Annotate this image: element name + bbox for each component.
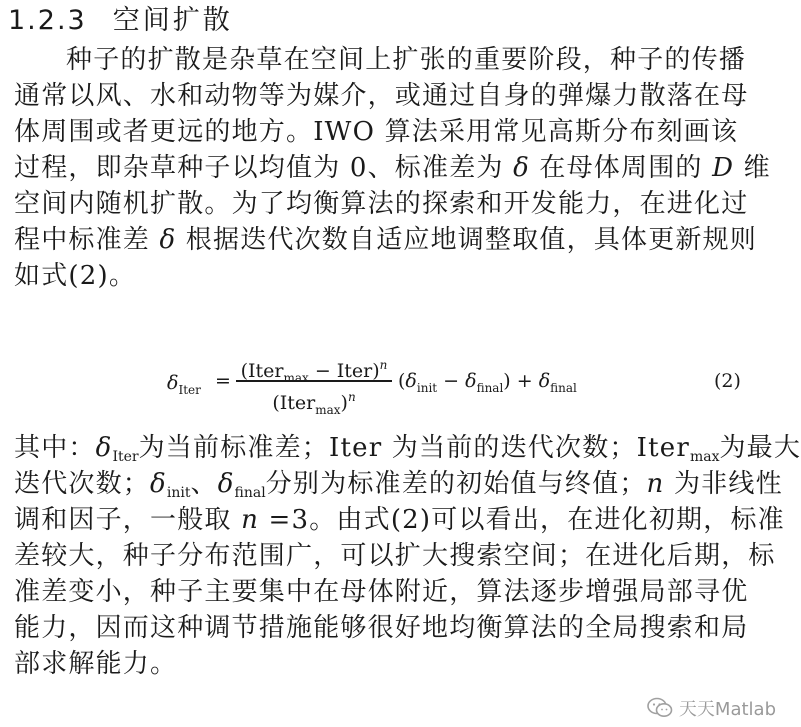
n-symbol: n <box>241 505 260 535</box>
delta-symbol: δ <box>538 370 551 392</box>
text-line <box>14 222 780 258</box>
subscript: init <box>166 485 191 501</box>
text-line: 部求解能力。 <box>14 649 178 679</box>
delta-symbol: δ <box>167 372 179 394</box>
equation-2 <box>0 348 790 428</box>
text-line: 如式(2)。 <box>14 261 137 291</box>
delta-symbol: δ <box>513 153 530 183</box>
subscript: Iter <box>112 449 139 465</box>
section-title: 空间扩散 <box>112 5 233 36</box>
text-line <box>14 150 780 186</box>
text-run: 维 <box>734 153 771 183</box>
text-run: − <box>437 370 466 392</box>
text-run: 其中： <box>14 433 96 463</box>
formula-lhs <box>167 372 201 397</box>
text-run: 为最大 <box>719 433 801 463</box>
text-run: 、 <box>190 469 218 499</box>
text-run: ) <box>503 370 511 392</box>
text-line: 准差变小，种子主要集中在母体附近，算法逐步增强局部寻优 <box>14 577 749 607</box>
text-run: 迭代次数； <box>14 469 151 499</box>
text-run: 根据迭代次数自适应地调整取值，具体更新规则 <box>176 225 757 255</box>
dimension-symbol: D <box>712 153 735 183</box>
subscript: init <box>416 381 438 395</box>
fraction-numerator <box>236 352 392 385</box>
section-heading <box>8 4 233 38</box>
subscript: final <box>234 485 266 501</box>
section-number: 1.2.3 <box>8 5 87 36</box>
delta-symbol: δ <box>217 469 235 499</box>
text-run: ) <box>340 391 348 414</box>
fraction-denominator <box>236 384 392 417</box>
subscript: max <box>689 449 720 465</box>
text-run: 程中标准差 <box>14 225 160 255</box>
subscript: Iter <box>178 383 201 397</box>
text-run: 为当前标准差；Iter 为当前的迭代次数；Iter <box>138 433 690 463</box>
delta-symbol: δ <box>150 469 167 499</box>
subscript: final <box>476 381 504 395</box>
delta-symbol: δ <box>405 370 417 392</box>
wechat-icon <box>647 697 673 719</box>
delta-symbol: δ <box>159 225 177 255</box>
text-line <box>14 466 783 502</box>
text-run: 分别为标准差的初始值与终值； <box>265 469 647 499</box>
text-run: 在母体周围的 <box>529 153 713 183</box>
exponent: n <box>379 358 388 372</box>
formula-rhs <box>398 370 577 395</box>
text-run: 为非线性 <box>664 469 783 499</box>
text-line: 体周围或者更远的地方。IWO 算法采用常见高斯分布刻画该 <box>14 117 739 147</box>
equation-number: (2) <box>714 370 741 392</box>
subscript: max <box>315 402 341 417</box>
paragraph-explanation <box>14 430 801 682</box>
exponent: n <box>347 389 356 404</box>
text-run: ( <box>398 370 406 392</box>
text-run: − Iter) <box>308 360 380 382</box>
text-line: 能力，因而这种调节措施能够很好地均衡算法的全局搜索和局 <box>14 613 749 643</box>
paragraph-intro <box>14 42 780 294</box>
formula-fraction <box>236 352 392 417</box>
equals-sign: = <box>215 370 231 392</box>
text-run: + <box>510 370 539 392</box>
watermark <box>647 695 776 721</box>
text-line: 差较大，种子分布范围广，可以扩大搜索空间；在进化后期，标 <box>14 541 776 571</box>
text-line: 空间内随机扩散。为了均衡算法的探索和开发能力，在进化过 <box>14 189 749 219</box>
text-line <box>14 502 785 538</box>
n-symbol: n <box>646 469 665 499</box>
text-run: 过程，即杂草种子以均值为 0、标准差为 <box>14 153 514 183</box>
text-line: 种子的扩散是杂草在空间上扩张的重要阶段，种子的传播 <box>66 45 747 75</box>
text-run: 调和因子，一般取 <box>14 505 242 535</box>
text-run: (Iter <box>240 360 284 382</box>
subscript: final <box>550 381 577 395</box>
delta-symbol: δ <box>95 433 113 463</box>
subscript: max <box>283 371 309 385</box>
text-run: =3。由式(2)可以看出，在进化初期，标准 <box>259 505 785 535</box>
watermark-text: 天天Matlab <box>678 699 776 720</box>
text-line: 通常以风、水和动物等为媒介，或通过自身的弹爆力散落在母 <box>14 81 749 111</box>
text-line <box>14 430 801 466</box>
text-run: (Iter <box>272 391 316 414</box>
delta-symbol: δ <box>465 370 477 392</box>
